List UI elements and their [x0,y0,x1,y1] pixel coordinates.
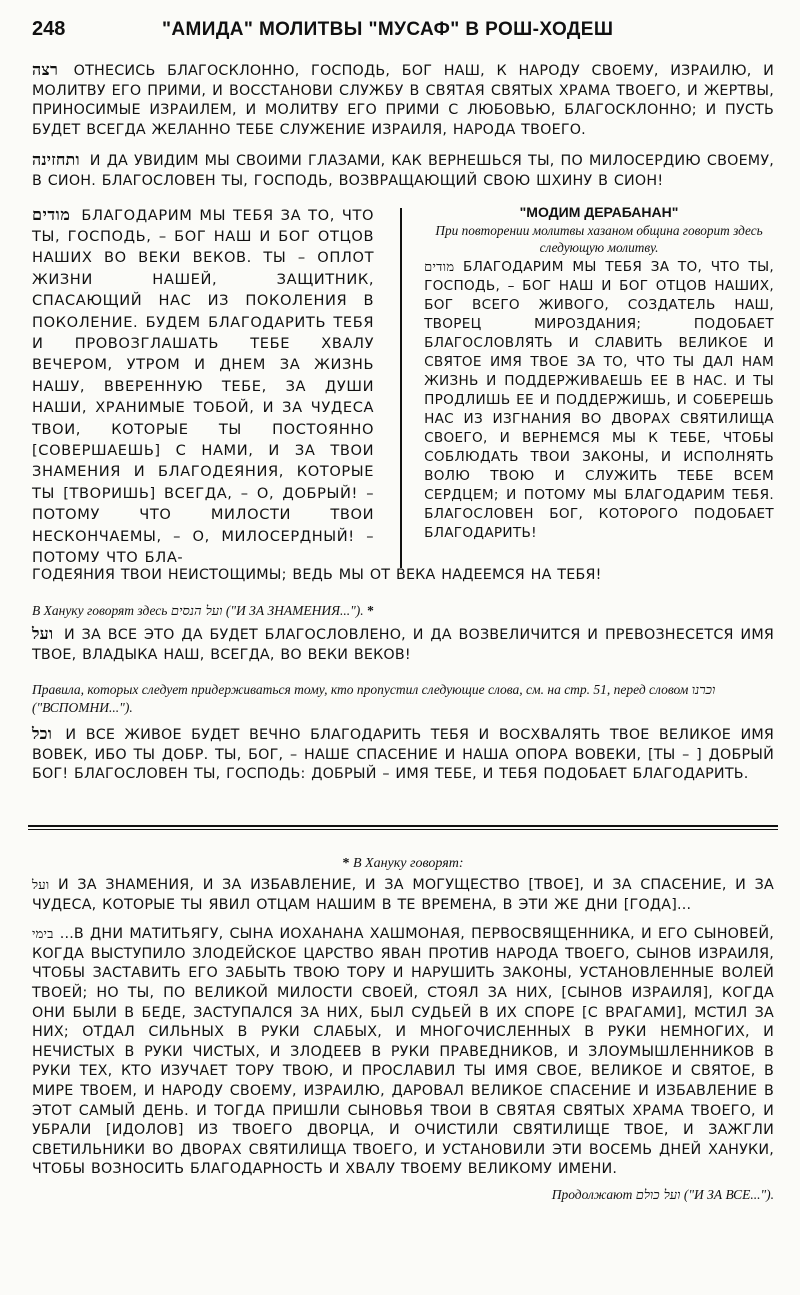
footnote-paragraph-1 [32,876,774,915]
rules-note [32,681,774,716]
vetechezena-paragraph [32,150,774,191]
rules-note-after: ("ВСПОМНИ..."). [32,700,133,716]
closing-after: ("И ЗА ВСЕ..."). [683,1186,774,1202]
page-header [32,18,774,48]
modim-continuation: ГОДЕЯНИЯ ТВОИ НЕИСТОЩИМЫ; ВЕДЬ МЫ ОТ ВЕКА НАДЕЕМСЯ НА ТЕБЯ! [32,567,602,584]
hebrew-word-vechol: וכל [32,724,52,744]
page-title: "АМИДА" МОЛИТВЫ "МУСАФ" В РОШ-ХОДЕШ [162,19,614,40]
modim-column [32,204,374,569]
footnote-text-1: И ЗА ЗНАМЕНИЯ, И ЗА ИЗБАВЛЕНИЕ, И ЗА МОГУЩЕСТВО [ТВОЕ], И ЗА СПАСЕНИЕ, И ЗА ЧУДЕСА, КОТОРЫЕ ТЫ ЯВИЛ ОТЦАМ НАШИМ В ТЕ ВРЕМЕНА, В ЭТИ ЖЕ ДНИ [ГОДА]... [32,877,774,913]
closing-text: Продолжают [551,1186,633,1202]
hebrew-word-bimei: בימי [32,927,54,943]
column-divider [400,208,402,568]
vetechezena-text: И ДА УВИДИМ МЫ СВОИМИ ГЛАЗАМИ, КАК ВЕРНЕШЬСЯ ТЫ, ПО МИЛОСЕРДИЮ СВОЕМУ, В СИОН. БЛАГОСЛОВЕН ТЫ, ГОСПОДЬ, ВОЗВРАЩАЮЩИЙ СВОЮ ШХИНУ В СИОН! [32,153,774,189]
hebrew-word-modim-derabanan: מודים [424,259,455,275]
footnote-title-text: В Хануку говорят: [353,856,464,872]
modim-derabanan-paragraph [424,258,774,543]
modim-derabanan-column [424,204,774,569]
hebrew-word-zochrenu: וכרנו [691,683,716,699]
modim-columns [32,204,774,569]
vechol-text: И ВСЕ ЖИВОЕ БУДЕТ ВЕЧНО БЛАГОДАРИТЬ ТЕБЯ И ВОСХВАЛЯТЬ ТВОЕ ВЕЛИКОЕ ИМЯ ВОВЕК, ИБО ТЫ ДОБР. ТЫ, БОГ, – НАШЕ СПАСЕНИЕ И НАША ОПОРА ВОВЕКИ, [ТЫ – ] ДОБРЫЙ БОГ! БЛАГОСЛОВЕН ТЫ, ГОСПОДЬ: ДОБРЫЙ – ИМЯ ТЕБЕ, И ТЕБЯ ПОДОБАЕТ БЛАГОДАРИТЬ. [32,727,775,783]
footnote-title-marker: * [342,856,350,872]
modim-paragraph [32,204,374,569]
footnote-title [32,856,774,872]
footnote-marker: * [367,603,374,619]
veal-text: И ЗА ВСЕ ЭТО ДА БУДЕТ БЛАГОСЛОВЛЕНО, И ДА ВОЗВЕЛИЧИТСЯ И ПРЕВОЗНЕСЕТСЯ ИМЯ ТВОЕ, ВЛАДЫКА НАШ, ВСЕГДА, ВО ВЕКИ ВЕКОВ! [32,627,774,663]
chanukah-note-text: В Хануку говорят здесь [32,603,168,619]
footnote-paragraph-2 [32,925,774,1180]
modim-derabanan-text: БЛАГОДАРИМ МЫ ТЕБЯ ЗА ТО, ЧТО ТЫ, ГОСПОДЬ, – БОГ НАШ И БОГ ОТЦОВ НАШИХ, БОГ ВСЕГО ЖИВОГО, СОЗДАТЕЛЬ НАШ, ТВОРЕЦ МИРОЗДАНИЯ; ПОДОБАЕТ БЛАГОСЛОВЛЯТЬ И СЛАВИТЬ ВЕЛИКОЕ И СВЯТОЕ ИМЯ ТВОЕ ЗА ТО, ЧТО ТЫ ДАЛ НАМ ЖИЗНЬ И ПОДДЕРЖИВАЕШЬ ЕЕ В НАС. И ТЫ ПРОДЛИШЬ ЕЕ И ПОДДЕРЖИШЬ, И СОБЕРЕШЬ НАС ИЗ ИЗГНАНИЯ ВО ДВОРАХ СВЯТИЛИЩА СВОЕГО, И ВЕРНЕМСЯ МЫ К ТЕБЕ, ЧТОБЫ СОБЛЮДАТЬ ТВОИ ЗАКОНЫ, И ИСПОЛНЯТЬ ВОЛЮ ТВОЮ И СЛУЖИТЬ ТЕБЕ ВСЕМ СЕРДЦЕМ; И ПОТОМУ МЫ БЛАГОДАРИМ ТЕБЯ. БЛАГОСЛОВЕН БОГ, КОТОРОГО ПОДОБАЕТ БЛАГОДАРИТЬ! [424,258,775,541]
hebrew-word-vetechezena: ותחזינה [32,150,80,170]
hebrew-word-veal-footnote: ועל [32,878,50,894]
chanukah-note-after: ("И ЗА ЗНАМЕНИЯ..."). [225,603,364,619]
veal-paragraph [32,624,774,665]
footnote-text-2: ...В ДНИ МАТИТЬЯГУ, СЫНА ИОХАНАНА ХАШМОНАЯ, ПЕРВОСВЯЩЕННИКА, И ЕГО СЫНОВЕЙ, КОГДА ВЫСТУПИЛО ЗЛОДЕЙСКОЕ ЦАРСТВО ЯВАН ПРОТИВ НАРОДА ТВОЕГО, СЫНОВ ИЗРАИЛЯ, ЧТОБЫ ЗАСТАВИТЬ ЕГО ЗАБЫТЬ ТВОЮ ТОРУ И НАРУШИТЬ ЗАКОНЫ, УСТАНОВЛЕННЫЕ ВОЛЕЙ ТВОЕЙ; НО ТЫ, ПО ВЕЛИКОЙ МИЛОСТИ СВОЕЙ, СТОЯЛ ЗА НИХ, [СЫНОВ ИЗРАИЛЯ], КОГДА ОНИ БЫЛИ В БЕДЕ, ЗАСТУПАЛСЯ ЗА НИХ, БЫЛ СУДЬЕЙ В ИХ СПОРЕ [С ВРАГАМИ], МСТИЛ ЗА НИХ; ОТДАЛ СИЛЬНЫХ В РУКИ СЛАБЫХ, И МНОГОЧИСЛЕННЫХ В РУКИ НЕМНОГИХ, И НЕЧИСТЫХ В РУКИ ЧИСТЫХ, И ЗЛОДЕЕВ В РУКИ ПРАВЕДНИКОВ, И ЗЛОУМЫШЛЕННИКОВ В РУКИ ТЕХ, КТО ИЗУЧАЕТ ТОРУ ТВОЮ, И ПРОСЛАВИЛ ТЫ ИМЯ СВОЕ, ВЕЛИКОЕ И СВЯТОЕ, В МИРЕ ТВОЕМ, И НАРОДУ СВОЕМУ, ИЗРАИЛЮ, ДАРОВАЛ ВЕЛИКОЕ СПАСЕНИЕ И ИЗБАВЛЕНИЕ В ЭТОТ САМЫЙ ДЕНЬ. И ТОГДА ПРИШЛИ СЫНОВЬЯ ТВОИ В СВЯТАЯ СВЯТЫХ ХРАМА ТВОЕГО, И УБРАЛИ [ИДОЛОВ] ИЗ ТВОЕГО ДВОРЦА, И ОЧИСТИЛИ СВЯТИЛИЩЕ ТВОЕ, И ЗАЖГЛИ СВЕТИЛЬНИКИ ВО ДВОРАХ СВЯТИЛИЩА ТВОЕГО, И УСТАНОВИЛИ ЭТИ ВОСЕМЬ ДНЕЙ ХАНУКИ, ЧТОБЫ ВОЗНОСИТЬ БЛАГОДАРНОСТЬ И ХВАЛУ ТВОЕМУ ВЕЛИКОМУ ИМЕНИ. [32,926,774,1178]
hebrew-al-kulam: ועל כולם [635,1187,681,1203]
hebrew-al-hanisim: ועל הנסים [170,604,223,620]
modim-text: БЛАГОДАРИМ МЫ ТЕБЯ ЗА ТО, ЧТО ТЫ, ГОСПОДЬ, – БОГ НАШ И БОГ ОТЦОВ НАШИХ ВО ВЕКИ ВЕКОВ. ТЫ – ОПЛОТ ЖИЗНИ НАШЕЙ, ЗАЩИТНИК, СПАСАЮЩИЙ НАС ИЗ ПОКОЛЕНИЯ В ПОКОЛЕНИЕ. БУДЕМ БЛАГОДАРИТЬ ТЕБЯ И ПРОВОЗГЛАШАТЬ ТЕБЕ ХВАЛУ ВЕЧЕРОМ, УТРОМ И ДНЕМ ЗА ЖИЗНЬ НАШУ, ВВЕРЕННУЮ ТЕБЕ, ЗА ДУШИ НАШИ, ХРАНИМЫЕ ТОБОЙ, И ЗА ЧУДЕСА ТВОИ, КОТОРЫЕ ТЫ ПОСТОЯННО [СОВЕРШАЕШЬ] С НАМИ, И ЗА ТВОИ ЗНАМЕНИЯ И БЛАГОДЕЯНИЯ, КОТОРЫЕ ТЫ [ТВОРИШЬ] ВСЕГДА, – О, ДОБРЫЙ! – ПОТОМУ ЧТО МИЛОСТИ ТВОИ НЕСКОНЧАЕМЫ, – О, МИЛОСЕРДНЫЙ! – ПОТОМУ ЧТО БЛА- [32,206,375,567]
retze-paragraph [32,60,774,140]
footnote-divider [28,825,778,830]
rules-note-text: Правила, которых следует придерживаться тому, кто пропустил следующие слова, см. на стр. 51, перед словом [32,682,689,698]
retze-text: ОТНЕСИСЬ БЛАГОСКЛОННО, ГОСПОДЬ, БОГ НАШ, К НАРОДУ СВОЕМУ, ИЗРАИЛЮ, И МОЛИТВУ ЕГО ПРИМИ, И ВОССТАНОВИ СЛУЖБУ В СВЯТАЯ СВЯТЫХ ХРАМА ТВОЕГО, И ЖЕРТВЫ, ПРИНОСИМЫЕ ИЗРАИЛЕМ, И МОЛИТВУ ЕГО ПРИМИ С ЛЮБОВЬЮ, БЛАГОСКЛОННО; И ПУСТЬ БУДЕТ ВСЕГДА ЖЕЛАННО ТЕБЕ СЛУЖЕНИЕ ИЗРАИЛЯ, НАРОДА ТВОЕГО. [32,63,774,138]
chanukah-note [32,602,774,620]
footnote-closing [32,1186,774,1204]
hebrew-word-retze: רצה [32,60,59,79]
modim-derabanan-heading: "МОДИМ ДЕРАБАНАН" [519,203,679,220]
hebrew-word-veal: ועל [32,624,54,644]
vechol-paragraph [32,724,774,785]
hebrew-word-modim: מודים [32,204,71,224]
modim-derabanan-note: При повторении молитвы хазаном община говорит здесь следующую молитву. [435,222,763,255]
page-number: 248 [32,18,66,40]
